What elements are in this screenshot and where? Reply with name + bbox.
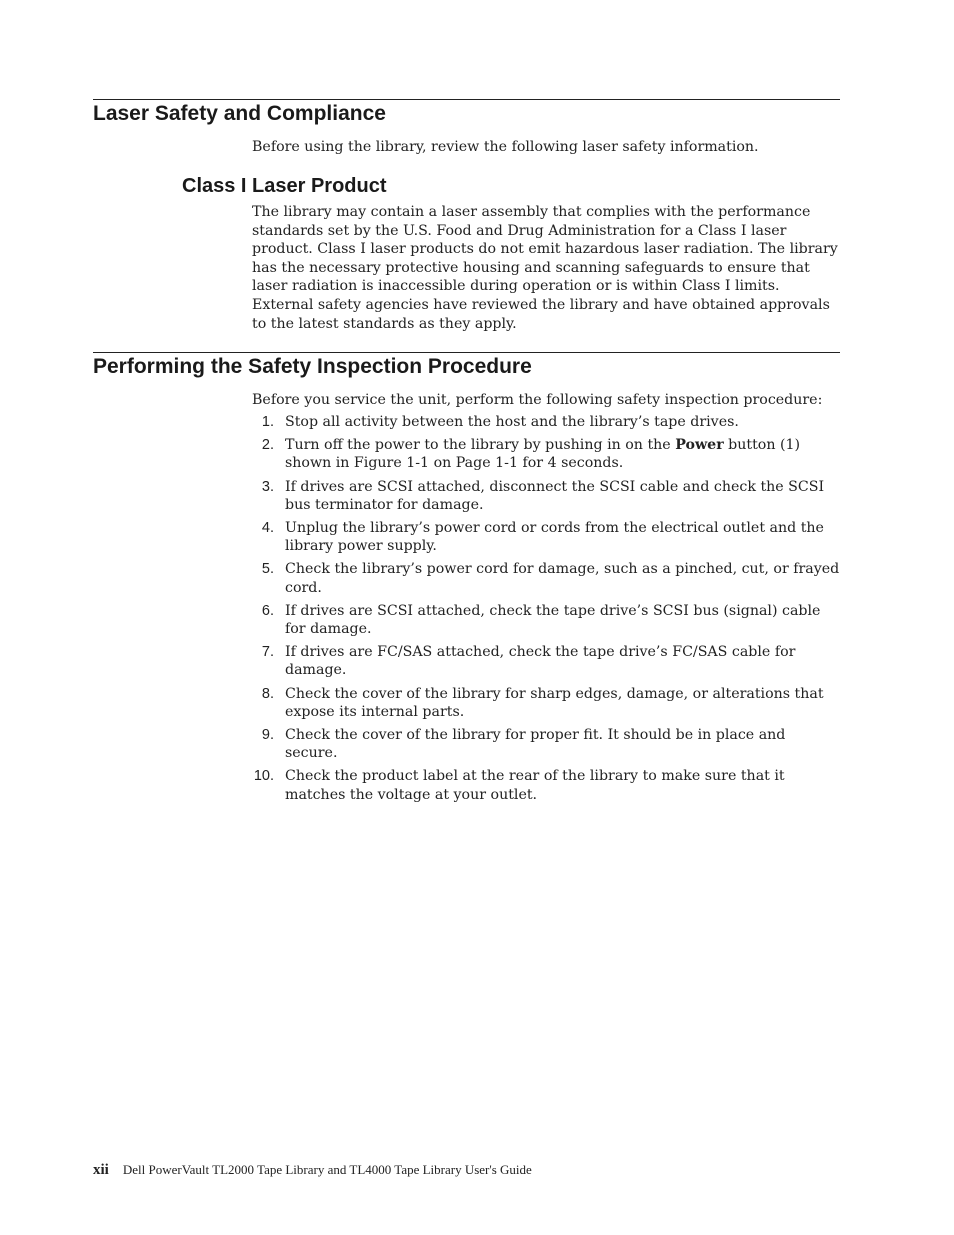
section-rule-2: [93, 352, 840, 353]
section-intro-inspection: Before you service the unit, perform the following safety inspection procedure:: [252, 392, 823, 408]
subsection-title-class-i: Class I Laser Product: [182, 175, 387, 197]
section-title-laser-safety: Laser Safety and Compliance: [93, 102, 386, 125]
list-item: 10. Check the product label at the rear of the library to make sure that it matches the voltage at your outlet.: [253, 768, 785, 803]
section-intro-laser-safety: Before using the library, review the following laser safety information.: [252, 139, 759, 155]
section-rule-1: [93, 99, 840, 100]
book-title: Dell PowerVault TL2000 Tape Library and TL4000 Tape Library User's Guide: [122, 1162, 532, 1177]
list-item: 6. If drives are SCSI attached, check the tape drive’s SCSI bus (signal) cable for damage.: [261, 602, 821, 638]
page-number: xii: [93, 1162, 109, 1178]
list-item: 9. Check the cover of the library for proper fit. It should be in place and secure.: [261, 727, 786, 762]
list-item: 5. Check the library’s power cord for damage, such as a pinched, cut, or frayed cord.: [261, 561, 840, 596]
list-item: 4. Unplug the library’s power cord or cords from the electrical outlet and the library power supply.: [261, 520, 824, 555]
list-item: 7. If drives are FC/SAS attached, check the tape drive’s FC/SAS cable for damage.: [261, 644, 796, 679]
page-footer: [93, 1162, 532, 1179]
power-button-label: Power: [675, 437, 724, 454]
section-title-inspection: Performing the Safety Inspection Procedure: [93, 355, 532, 378]
list-item: 2. Turn off the power to the library by pushing in on the Power button (1) shown in Figure 1-1 on Page 1-1 for 4 seconds.: [261, 437, 801, 472]
list-item: 1. Stop all activity between the host and the library’s tape drives.: [261, 414, 739, 430]
inspection-steps-list: [252, 413, 842, 809]
list-item: 3. If drives are SCSI attached, disconnect the SCSI cable and check the SCSI bus terminator for damage.: [261, 478, 825, 513]
list-item: 8. Check the cover of the library for sharp edges, damage, or alterations that expose its internal parts.: [261, 685, 824, 720]
subsection-body-class-i: The library may contain a laser assembly that complies with the performance standards set by the U.S. Food and Drug Administration for a Class I laser product. Class I laser products do not emit hazardous laser radiation. The library has the necessary protective housing and scanning safeguards to ensure that laser radiation is inaccessible during operation or is within Class I limits. External safety agencies have reviewed the library and have obtained approvals to the latest standards as they apply.: [252, 204, 838, 332]
